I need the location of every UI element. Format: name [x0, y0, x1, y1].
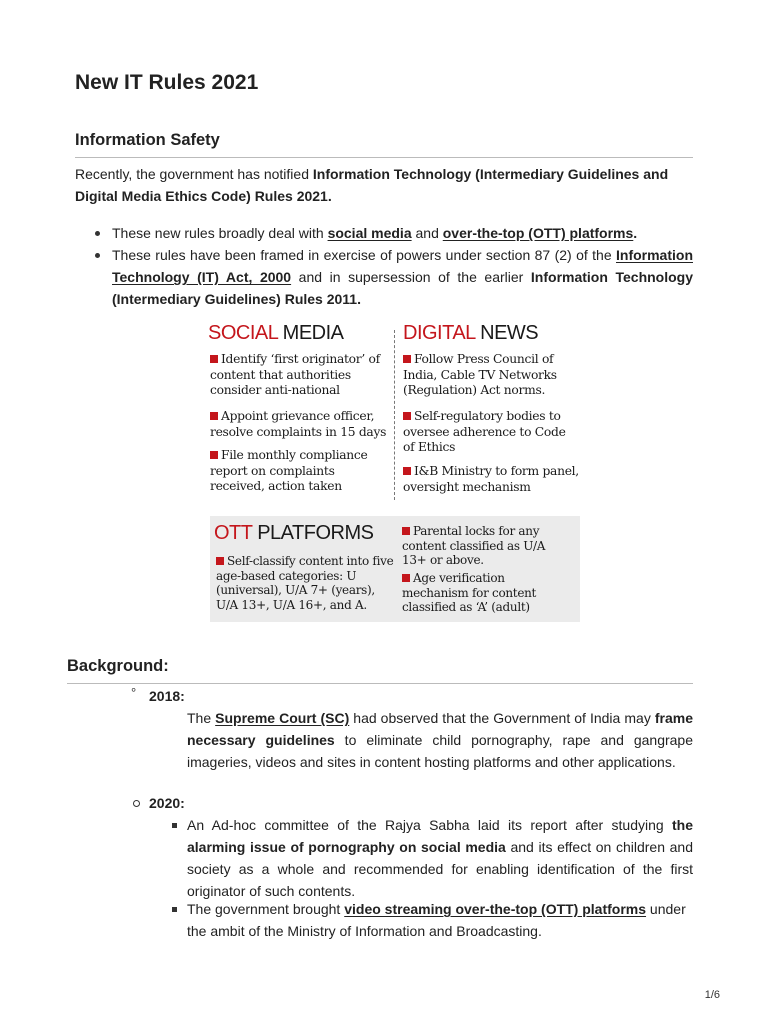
ott-item: Parental locks for any content classified as U/A 13+ or above.: [402, 524, 546, 567]
list-item: [75, 222, 693, 244]
intro-rules-name: Information Technology (Intermediary Guidelines and Digital Media Ethics Code) Rules 2021.: [75, 166, 669, 204]
red-square-icon: [402, 574, 410, 582]
supreme-court-link[interactable]: Supreme Court (SC): [215, 710, 350, 726]
red-square-icon: [210, 412, 218, 420]
ott-item: Age verification mechanism for content classified as ‘A’ (adult): [402, 571, 537, 614]
red-square-icon: [216, 557, 224, 565]
social-item: Appoint grievance officer, resolve complaints in 15 days: [210, 409, 387, 439]
bullet-bold-text: Information Technology (Intermediary Guidelines) Rules 2011.: [112, 269, 694, 307]
bullet-text: and: [411, 225, 443, 241]
bullet-text: and in supersession of the earlier: [291, 269, 531, 285]
section-divider: [75, 157, 693, 158]
ott-platforms-link[interactable]: over-the-top (OTT) platforms: [442, 225, 634, 241]
red-square-icon: [403, 467, 411, 475]
red-square-icon: [403, 412, 411, 420]
social-media-link[interactable]: social media: [327, 225, 412, 241]
red-square-icon: [402, 527, 410, 535]
digital-item: Follow Press Council of India, Cable TV Networks (Regulation) Act norms.: [403, 352, 557, 397]
background-divider: [67, 683, 693, 684]
it-act-link[interactable]: Information Technology (IT) Act, 2000: [112, 247, 693, 285]
year-2018-label: 2018:: [149, 688, 185, 704]
intro-text: Recently, the government has notified: [75, 166, 313, 182]
it-rules-infographic: [200, 318, 585, 628]
intro-paragraph: [75, 163, 693, 207]
year-2018-text: The Supreme Court (SC) had observed that the Government of India may frame necessary guidelines to eliminate child pornography, rape and gangrape imageries, videos and sites in content hosting platforms and other applications.: [187, 710, 693, 770]
panel-divider: [394, 330, 395, 500]
list-item: [75, 244, 693, 310]
bullet-dot-icon: [95, 253, 100, 258]
bullet-text: These new rules broadly deal with: [112, 225, 328, 241]
social-item: File monthly compliance report on complaints received, action taken: [210, 448, 368, 493]
section-heading: Information Safety: [75, 131, 220, 149]
rules-bullet-list: [75, 222, 693, 310]
red-square-icon: [210, 355, 218, 363]
social-media-heading: SOCIAL MEDIA: [208, 322, 344, 344]
list-item: The government brought video streaming over-the-top (OTT) platforms under the ambit of the Ministry of Information and Broadcasting.: [187, 901, 686, 939]
bullet-text: These rules have been framed in exercise of powers under section 87 (2) of the: [112, 247, 616, 263]
social-item: Identify ‘first originator’ of content that authorities consider anti-national: [210, 352, 380, 397]
year-2020-label: 2020:: [149, 795, 185, 811]
ott-panel: [210, 516, 580, 622]
red-square-icon: [403, 355, 411, 363]
bullet-text: .: [633, 225, 638, 241]
red-square-icon: [210, 451, 218, 459]
digital-news-heading: DIGITAL NEWS: [403, 322, 539, 344]
circle-bullet-icon: °: [131, 685, 137, 700]
ott-item: Self-classify content into five age-based categories: U (universal), U/A 7+ (years), U/A 13+, U/A 16+, and A.: [216, 554, 394, 612]
ott-streaming-link[interactable]: video streaming over-the-top (OTT) platforms: [344, 901, 647, 917]
page-number: 1/6: [704, 989, 720, 1001]
list-item: An Ad-hoc committee of the Rajya Sabha laid its report after studying the alarming issue of pornography on social media and its effect on children and society as a whole and recommended for enabling identification of the first originator of such contents.: [187, 817, 693, 899]
square-bullet-icon: [172, 823, 177, 828]
background-heading: Background:: [67, 657, 169, 675]
page-title: New IT Rules 2021: [75, 71, 259, 94]
digital-item: Self-regulatory bodies to oversee adherence to Code of Ethics: [403, 409, 566, 454]
digital-item: I&B Ministry to form panel, oversight mechanism: [403, 464, 579, 494]
ring-bullet-icon: [133, 800, 140, 807]
ott-platforms-heading: OTT PLATFORMS: [214, 522, 374, 544]
bullet-dot-icon: [95, 231, 100, 236]
square-bullet-icon: [172, 907, 177, 912]
